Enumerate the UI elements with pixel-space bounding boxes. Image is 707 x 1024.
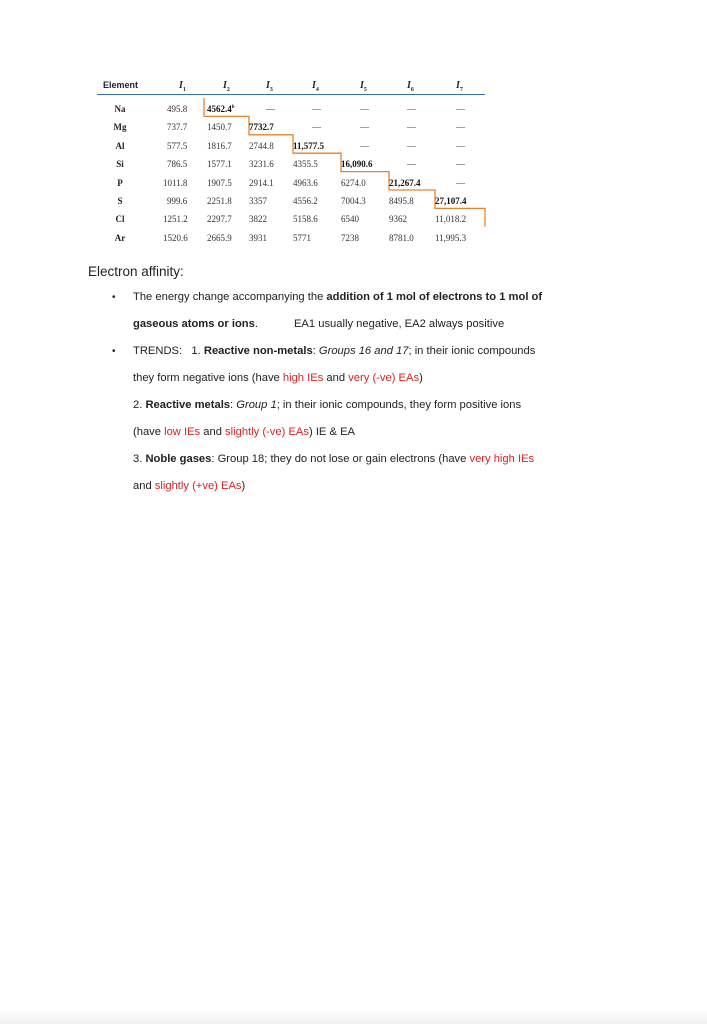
text: : bbox=[312, 345, 319, 357]
table-row bbox=[97, 192, 485, 211]
table-cell: 3231.6 bbox=[249, 159, 274, 170]
table-row bbox=[97, 229, 485, 248]
table-cell: 2665.9 bbox=[207, 232, 232, 243]
table-cell: 9362 bbox=[389, 214, 407, 225]
text: ; in their ionic compounds bbox=[408, 345, 536, 357]
table-cell: — bbox=[360, 104, 369, 114]
paragraph-line-8 bbox=[133, 480, 245, 492]
table-cell: 4556.2 bbox=[293, 196, 318, 206]
text-red: very (-ve) EAs bbox=[348, 372, 420, 384]
bullet-icon: • bbox=[112, 292, 116, 303]
text: : bbox=[230, 399, 237, 411]
header-symbol: I bbox=[456, 80, 460, 91]
header-symbol: I bbox=[407, 80, 411, 91]
section-heading: Electron affinity: bbox=[88, 264, 184, 279]
table-cell: 4963.6 bbox=[293, 177, 318, 188]
text: ) IE & EA bbox=[308, 426, 355, 438]
table-cell: — bbox=[266, 104, 275, 114]
table-cell: 8781.0 bbox=[389, 232, 414, 243]
element-symbol: Al bbox=[115, 140, 125, 151]
element-symbol: P bbox=[117, 177, 123, 188]
text-bold: Reactive metals bbox=[145, 399, 231, 411]
header-ionization-6 bbox=[407, 80, 414, 93]
table-cell: — bbox=[407, 140, 416, 151]
text-bold: Noble gases bbox=[145, 453, 212, 465]
paragraph-line-6 bbox=[133, 426, 355, 438]
text: TRENDS: 1. bbox=[133, 345, 204, 357]
table-cell: 21,267.4 bbox=[389, 177, 421, 188]
table-row bbox=[97, 210, 485, 229]
paragraph-line-1 bbox=[133, 291, 542, 303]
table-cell: — bbox=[456, 177, 465, 188]
header-subscript: 5 bbox=[363, 87, 367, 93]
text: ) bbox=[419, 372, 423, 384]
paragraph-line-7 bbox=[133, 453, 534, 465]
element-symbol: Na bbox=[114, 104, 126, 114]
table-cell: 1011.8 bbox=[163, 177, 188, 188]
header-subscript: 4 bbox=[315, 87, 319, 93]
text-red: low IEs bbox=[164, 426, 201, 438]
text: ; in their ionic compounds, they form positive ions bbox=[276, 399, 522, 411]
header-ionization-3 bbox=[266, 80, 273, 93]
table-row bbox=[97, 155, 485, 174]
text-bold: Reactive non-metals bbox=[203, 345, 313, 357]
table-cell: 2251.8 bbox=[207, 196, 232, 206]
header-subscript: 6 bbox=[410, 87, 414, 93]
table-cell: 4562.4$^b$ bbox=[207, 104, 235, 114]
text-bold: gaseous atoms or ions bbox=[133, 318, 255, 330]
text-red: very high IEs bbox=[469, 453, 535, 465]
header-element: Element bbox=[103, 80, 139, 90]
table-cell: 1520.6 bbox=[163, 232, 188, 243]
paragraph-line-4 bbox=[133, 372, 423, 384]
table-row bbox=[97, 137, 485, 156]
table-cell: 1577.1 bbox=[207, 159, 232, 170]
table-cell: — bbox=[312, 104, 321, 114]
footnote-marker: b bbox=[231, 104, 235, 110]
table-cell: — bbox=[456, 140, 465, 151]
table-cell: — bbox=[360, 140, 369, 151]
text: and bbox=[133, 480, 155, 492]
table-cell: 737.7 bbox=[167, 122, 188, 133]
text: (have bbox=[133, 426, 165, 438]
text: The energy change accompanying the bbox=[133, 291, 327, 303]
header-subscript: 3 bbox=[269, 87, 273, 93]
table-cell: 2914.1 bbox=[249, 177, 274, 188]
text-red: slightly (+ve) EAs bbox=[154, 480, 242, 492]
header-symbol: I bbox=[312, 80, 316, 91]
table-cell: 3357 bbox=[249, 196, 267, 206]
table-cell: 7732.7 bbox=[249, 122, 274, 133]
table-cell: 1816.7 bbox=[207, 140, 232, 151]
ionization-energy-table bbox=[97, 78, 485, 246]
header-ionization-7 bbox=[456, 80, 463, 93]
text-bold: addition of 1 mol of electrons to 1 mol of bbox=[326, 291, 543, 303]
table-cell: 577.5 bbox=[167, 140, 188, 151]
text-red: high IEs bbox=[282, 372, 324, 384]
table-cell: 786.5 bbox=[167, 159, 188, 170]
table-cell: 8495.8 bbox=[389, 196, 414, 206]
table-cell: 3931 bbox=[249, 232, 267, 243]
table-cell: 5771 bbox=[293, 232, 311, 243]
table-cell: 1450.7 bbox=[207, 122, 232, 133]
text: they form negative ions (have bbox=[133, 372, 283, 384]
table-cell: 495.8 bbox=[167, 104, 188, 114]
table-cell: 1251.2 bbox=[163, 214, 188, 225]
element-symbol: S bbox=[117, 196, 123, 206]
table-cell: 4355.5 bbox=[293, 159, 318, 170]
text: and bbox=[200, 426, 226, 438]
page-bottom-edge bbox=[0, 1010, 707, 1024]
table-cell: 7238 bbox=[341, 232, 359, 243]
table-row bbox=[97, 100, 485, 119]
header-ionization-2 bbox=[223, 80, 230, 93]
table-cell: — bbox=[407, 104, 416, 114]
table-cell: 999.6 bbox=[167, 196, 188, 206]
text-italic: Group 1 bbox=[236, 399, 277, 411]
table-cell: 2297.7 bbox=[207, 214, 232, 225]
element-symbol: Si bbox=[116, 159, 124, 170]
table-cell: 27,107.4 bbox=[435, 196, 467, 206]
paragraph-line-2 bbox=[133, 318, 504, 330]
text: . bbox=[254, 318, 258, 330]
text: 2. bbox=[133, 399, 146, 411]
header-symbol: I bbox=[223, 80, 227, 91]
table-cell: 5158.6 bbox=[293, 214, 318, 225]
table-cell: — bbox=[360, 122, 369, 133]
table-cell: — bbox=[407, 122, 416, 133]
bullet-icon: • bbox=[112, 346, 116, 357]
table-cell: 6540 bbox=[341, 214, 359, 225]
table-cell: — bbox=[456, 104, 465, 114]
text: EA1 usually negative, EA2 always positive bbox=[293, 318, 505, 330]
table-cell: 2744.8 bbox=[249, 140, 274, 151]
header-symbol: I bbox=[266, 80, 270, 91]
table-cell: 16,090.6 bbox=[341, 159, 373, 170]
table-cell: 11,018.2 bbox=[435, 214, 467, 225]
paragraph-line-3 bbox=[133, 345, 535, 357]
table-cell: 11,995.3 bbox=[435, 232, 467, 243]
table-cell: 1907.5 bbox=[207, 177, 232, 188]
element-symbol: Cl bbox=[115, 214, 125, 225]
header-subscript: 1 bbox=[182, 87, 186, 93]
table-cell: — bbox=[407, 159, 416, 170]
table-cell: 6274.0 bbox=[341, 177, 366, 188]
table-cell: 11,577.5 bbox=[293, 140, 325, 151]
paragraph-line-5 bbox=[133, 399, 521, 411]
table-cell: 7004.3 bbox=[341, 196, 366, 206]
header-ionization-5 bbox=[360, 80, 367, 93]
text: ) bbox=[241, 480, 246, 492]
header-ionization-4 bbox=[312, 80, 319, 93]
table-row bbox=[97, 118, 485, 137]
header-symbol: I bbox=[360, 80, 364, 91]
text: and bbox=[323, 372, 349, 384]
table-cell: — bbox=[312, 122, 321, 133]
header-ionization-1 bbox=[179, 80, 186, 93]
element-symbol: Ar bbox=[114, 232, 126, 243]
table-cell: — bbox=[456, 122, 465, 133]
text-italic: Groups 16 and 17 bbox=[318, 345, 409, 357]
header-subscript: 2 bbox=[226, 87, 230, 93]
text: 3. bbox=[133, 453, 146, 465]
table-row bbox=[97, 174, 485, 193]
table-cell: — bbox=[456, 159, 465, 170]
table-cell: 3822 bbox=[249, 214, 267, 225]
text-red: slightly (-ve) EAs bbox=[225, 426, 309, 438]
header-subscript: 7 bbox=[459, 87, 463, 93]
text: : Group 18; they do not lose or gain electrons (have bbox=[211, 453, 470, 465]
element-symbol: Mg bbox=[113, 122, 127, 133]
header-symbol: I bbox=[179, 80, 183, 91]
